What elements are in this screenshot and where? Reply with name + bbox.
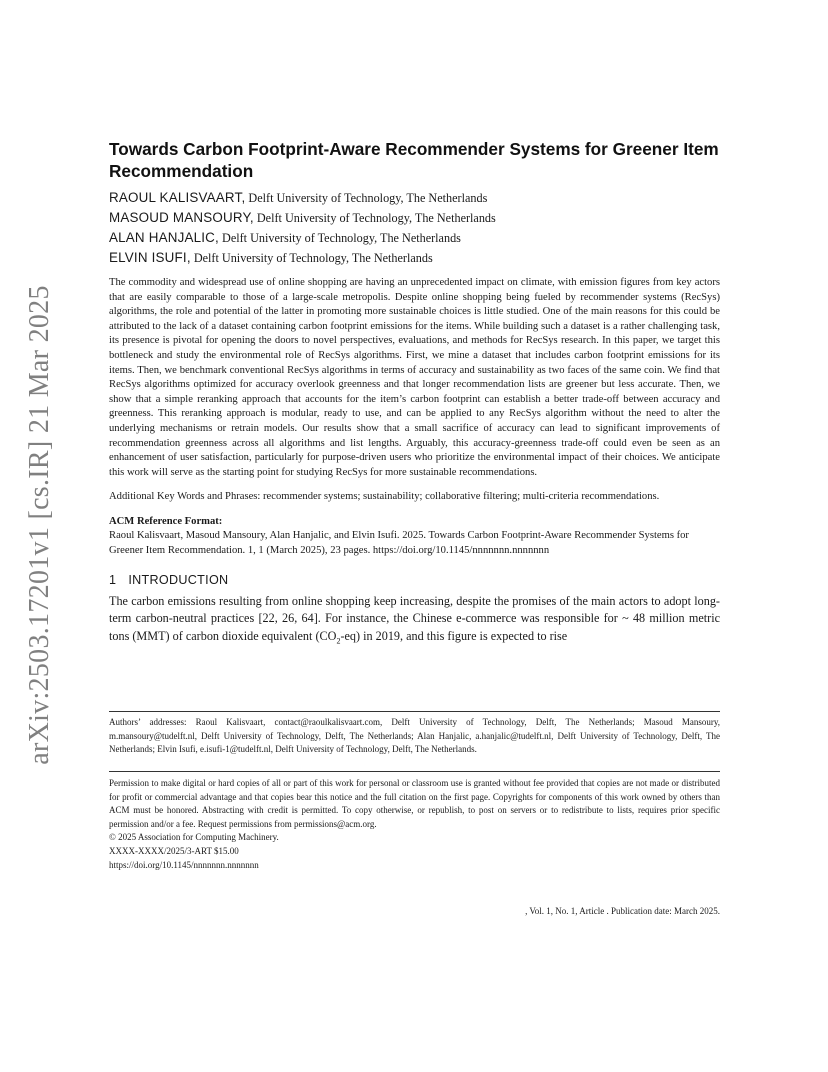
permission-rule: [109, 771, 720, 772]
introduction-paragraph: [109, 593, 720, 649]
doi-line: https://doi.org/10.1145/nnnnnnn.nnnnnnn: [109, 859, 259, 870]
paper-first-page: [109, 138, 720, 649]
author-entry: [109, 188, 720, 208]
author-affiliation: Delft University of Technology, The Netherlands: [248, 191, 488, 205]
author-affiliation: Delft University of Technology, The Netherlands: [256, 211, 496, 225]
author-list: [109, 188, 720, 268]
arxiv-identifier: arXiv:2503.17201v1 [cs.IR] 21 Mar 2025: [24, 285, 55, 765]
author-name: MASOUD MANSOURY,: [109, 210, 254, 225]
footnote-rule: [109, 711, 720, 712]
authors-addresses: Authors’ addresses: Raoul Kalisvaart, contact@raoulkalisvaart.com, Delft University of Technology, Delft, The Netherlands; Masoud Mansoury, m.mansoury@tudelft.nl, Delft University of Technology, Delft, The Netherlands; Alan Hanjalic, a.hanjalic@tudelft.nl, Delft University of Technology, Delft, The Netherlands; Elvin Isufi, e.isufi-1@tudelft.nl, Delft University of Technology, Delft, The Netherlands.: [109, 717, 720, 755]
author-entry: [109, 228, 720, 248]
author-name: RAOUL KALISVAART,: [109, 190, 246, 205]
abstract: The commodity and widespread use of online shopping are having an unprecedented impact on climate, with emission figures from key actors that are easily comparable to those of a large-scale metropolis. Despite online shopping being fueled by recommender systems (RecSys) algorithms, the role and potential of the latter in promoting more sustainable choices is little studied. One of the main reasons for this could be attributed to the lack of a dataset containing carbon footprint emissions for the items. While building such a dataset is a rather challenging task, its presence is pivotal for opening the doors to novel perspectives, evaluations, and methods for RecSys research. In this paper, we target this bottleneck and study the environmental role of RecSys algorithms. First, we mine a dataset that includes carbon footprint emissions for its items. Then, we benchmark conventional RecSys algorithms in terms of accuracy and sustainability as two faces of the same coin. We find that RecSys algorithms optimized for accuracy overlook greenness and that longer recommendation lists are greener but less accurate. Then, we show that a simple reranking approach that accounts for the item’s carbon footprint can establish a better trade-off between accuracy and greenness. This reranking approach is modular, ready to use, and can be applied to any RecSys algorithm without the need to alter the underlying mechanisms or retrain models. Our results show that a small sacrifice of accuracy can lead to significant improvements of recommendation greenness across all algorithms and list lengths. Arguably, this accuracy-greenness trade-off could even be seen as an enhancement of user satisfaction, particularly for purpose-driven users who prioritize the environmental impact of their choices. We anticipate this work will serve as the starting point for studying RecSys for more sustainable recommendations.: [109, 277, 720, 478]
arxiv-sidebar: [22, 285, 58, 765]
author-entry: [109, 208, 720, 228]
section-heading: [109, 572, 720, 588]
issn-line: XXXX-XXXX/2025/3-ART $15.00: [109, 845, 239, 856]
author-name: ALAN HANJALIC,: [109, 230, 219, 245]
section-title: INTRODUCTION: [128, 573, 229, 588]
acm-reference-heading: ACM Reference Format:: [109, 515, 223, 527]
co2-subscript: 2: [336, 635, 341, 645]
permission-notice: Permission to make digital or hard copies of all or part of this work for personal or classroom use is granted without fee provided that copies are not made or distributed for profit or commercial advantage and that copies bear this notice and the full citation on the first page. Copyrights for components of this work owned by others than ACM must be honored. Abstracting with credit is permitted. To copy otherwise, or republish, to post on servers or to redistribute to lists, requires prior specific permission and/or a fee. Request permissions from permissions@acm.org.: [109, 778, 720, 829]
author-name: ELVIN ISUFI,: [109, 250, 191, 265]
permission-block: [109, 771, 720, 872]
intro-text: The carbon emissions resulting from online shopping keep increasing, despite the promises of the main actors to adopt long-term carbon-neutral practices [22, 26, 64]. For instance, the Chinese e-commerce was responsible for ~ 48 million metric tons (MMT) of carbon dioxide equivalent (CO: [109, 594, 720, 643]
keywords: Additional Key Words and Phrases: recommender systems; sustainability; collaborative filtering; multi-criteria recommendations.: [109, 491, 660, 503]
acm-reference-text: Raoul Kalisvaart, Masoud Mansoury, Alan Hanjalic, and Elvin Isufi. 2025. Towards Carbon Footprint-Aware Recommender Systems for Greener Item Recommendation. 1, 1 (March 2025), 23 pages. https://doi.org/10.1145/nnnnnnn.nnnnnnn: [109, 529, 689, 556]
intro-text-continued: -eq) in 2019, and this figure is expected to rise: [340, 628, 568, 643]
copyright-line: © 2025 Association for Computing Machinery.: [109, 832, 279, 843]
author-affiliation: Delft University of Technology, The Netherlands: [193, 251, 433, 265]
author-affiliation: Delft University of Technology, The Netherlands: [222, 231, 461, 245]
running-footer: , Vol. 1, No. 1, Article . Publication date: March 2025.: [525, 906, 720, 916]
authors-addresses-footnote: [109, 711, 720, 757]
paper-title: Towards Carbon Footprint-Aware Recommender Systems for Greener Item Recommendation: [109, 139, 719, 181]
section-number: 1: [109, 573, 117, 588]
author-entry: [109, 248, 720, 268]
